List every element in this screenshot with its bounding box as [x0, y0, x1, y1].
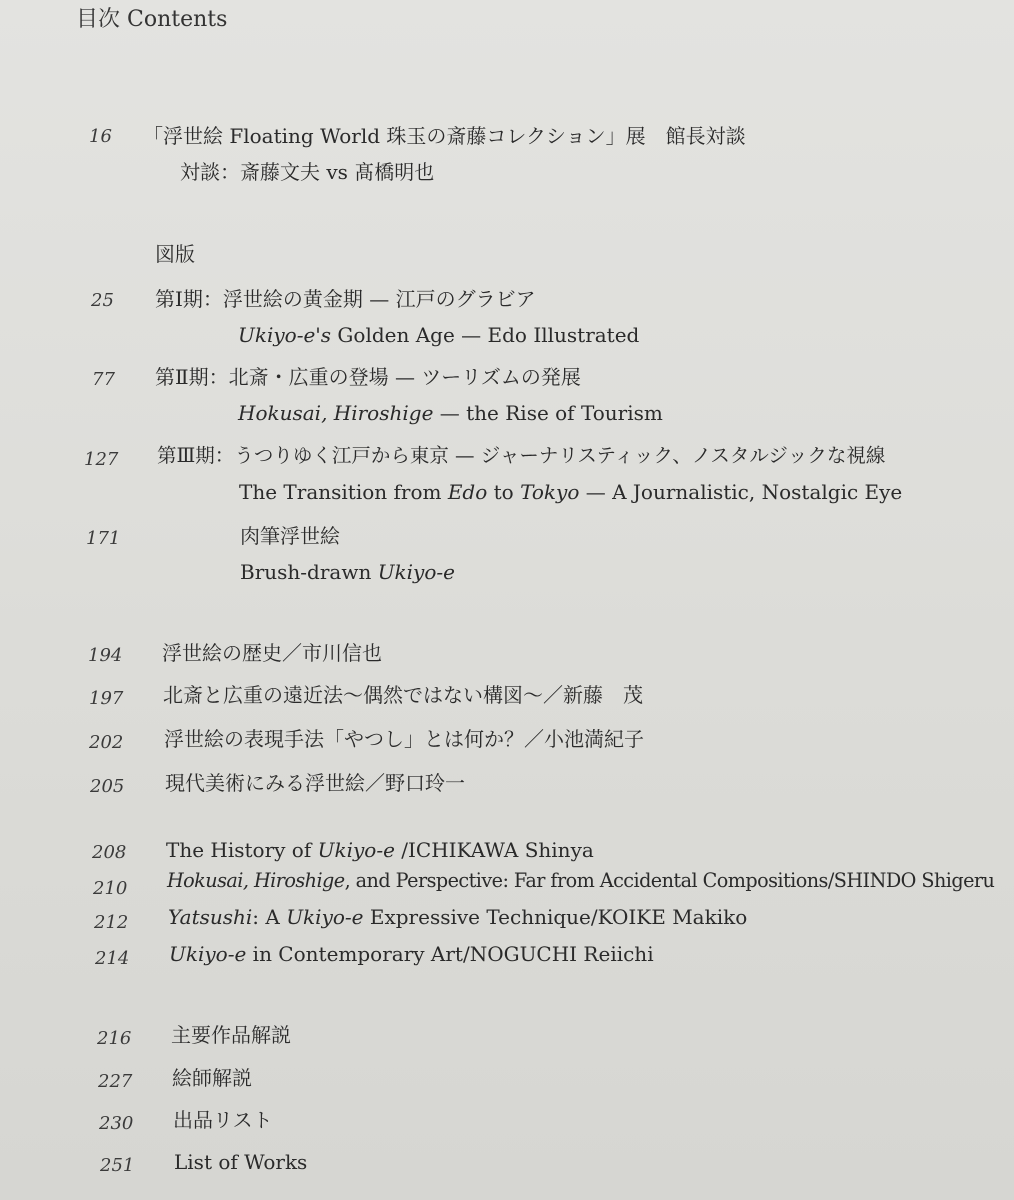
period-label: 第Ⅱ期：: [155, 365, 229, 389]
entry-italic: Yatsushi: [168, 905, 253, 929]
entry-text: The History of: [166, 838, 318, 862]
page-number: 230: [99, 1113, 134, 1134]
appendix-item: 主要作品解説: [171, 1023, 291, 1047]
entry-italic: Ukiyo-e: [317, 838, 395, 862]
page-number: 197: [89, 688, 124, 709]
toc-entry-jp: [155, 289, 536, 309]
page-number: 212: [94, 912, 129, 933]
entry-text: : A: [252, 905, 287, 929]
entry-title: 浮世絵の黄金期 — 江戸のグラビア: [222, 287, 536, 311]
page-number: 25: [91, 290, 114, 311]
toc-entry-en: [238, 325, 639, 345]
toc-entry-en: [239, 482, 902, 502]
page-number: 205: [90, 776, 125, 797]
entry-text: in Contemporary Art/NOGUCHI Reiichi: [246, 942, 654, 966]
entry-title: うつりゆく江戸から東京 — ジャーナリスティック、ノスタルジックな視線: [234, 444, 886, 467]
entry-text: — the Rise of Tourism: [433, 401, 663, 425]
page-number: 171: [86, 528, 121, 549]
page-number: 194: [88, 645, 123, 666]
dialogue-title: 「浮世絵 Floating World 珠玉の斎藤コレクション」展 館長対談: [143, 124, 746, 148]
page-number: 127: [84, 449, 119, 470]
dialogue-subtitle: 対談：斎藤文夫 vs 髙橋明也: [180, 160, 435, 184]
entry-text: Golden Age — Edo Illustrated: [331, 323, 640, 347]
entry-text: , and Perspective: Far from Accidental Compositions/SHINDO Shigeru: [344, 869, 995, 892]
page-number: 208: [92, 842, 127, 863]
toc-entry-jp: 肉筆浮世絵: [240, 524, 340, 548]
entry-text: Brush-drawn: [240, 560, 378, 584]
entry-italic: Ukiyo-e: [286, 905, 364, 929]
appendix-item: 絵師解説: [172, 1066, 252, 1090]
entry-italic: Ukiyo-e's: [238, 323, 332, 347]
page-number: 227: [98, 1071, 133, 1092]
essay-jp: 現代美術にみる浮世絵／野口玲一: [165, 771, 465, 795]
page-number: 216: [97, 1028, 132, 1049]
page-number: 77: [92, 369, 115, 390]
page-number: 251: [100, 1155, 135, 1176]
page-number: 214: [95, 948, 130, 969]
entry-text: The Transition from: [239, 480, 448, 504]
essay-jp: 浮世絵の表現手法「やつし」とは何か？／小池満紀子: [164, 727, 644, 751]
entry-text: — A Journalistic, Nostalgic Eye: [579, 480, 903, 504]
toc-entry-jp: [157, 446, 885, 466]
appendix-item: List of Works: [174, 1150, 308, 1174]
page-title: 目次 Contents: [76, 7, 228, 32]
essay-en: [169, 944, 654, 964]
entry-italic: Edo: [447, 480, 488, 504]
entry-text: Expressive Technique/KOIKE Makiko: [363, 905, 748, 929]
essay-en: [167, 871, 994, 890]
toc-entry-en: [238, 403, 663, 423]
entry-italic: Hokusai, Hiroshige: [238, 401, 434, 425]
entry-italic: Ukiyo-e: [169, 942, 247, 966]
period-label: 第Ⅲ期：: [157, 444, 235, 467]
entry-italic: Tokyo: [520, 480, 580, 504]
entry-text: /ICHIKAWA Shinya: [394, 838, 594, 862]
entry-italic: Hokusai, Hiroshige: [167, 869, 345, 892]
essay-en: [168, 907, 747, 927]
toc-entry-jp: [155, 367, 581, 387]
entry-italic: Ukiyo-e: [377, 560, 455, 584]
toc-entry-en: [240, 562, 455, 582]
entry-title: 北斎・広重の登場 — ツーリズムの発展: [228, 365, 581, 389]
essay-en: [166, 840, 594, 860]
essay-jp: 浮世絵の歴史／市川信也: [162, 641, 382, 665]
essay-jp: 北斎と広重の遠近法〜偶然ではない構図〜／新藤 茂: [163, 683, 643, 707]
entry-text: to: [487, 480, 521, 504]
period-label: 第Ⅰ期：: [155, 287, 223, 311]
page-number: 16: [89, 126, 112, 147]
section-heading-plates: 図版: [155, 242, 195, 266]
appendix-item: 出品リスト: [173, 1108, 273, 1132]
page-number: 202: [89, 732, 124, 753]
page-number: 210: [93, 878, 128, 899]
